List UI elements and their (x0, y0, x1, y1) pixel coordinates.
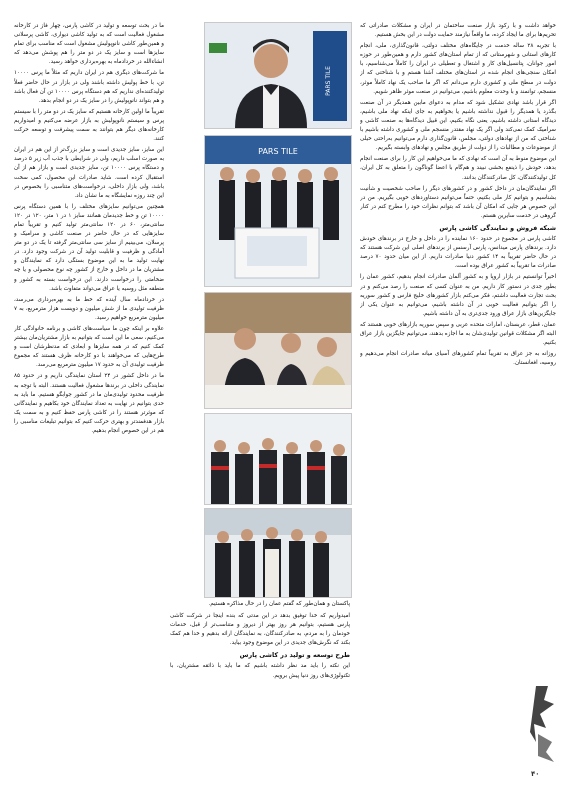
paragraph: ما در بحث توسعه و تولید در کاشی پارس، چهار فاز در کارخانه مشغول فعالیت است که به تولید کاشی دیواری، کاشی پرسلانی و همین‌طور کاشی نانوپولیش مشغول است که مناسب برای تمام سایزها است و سایز یک در دو متر را هم پوشش می‌دهد که انشاءالله در خردادماه به بهره‌برداری خواهد رسید. (14, 23, 164, 66)
photo-group-ceremony (204, 135, 352, 287)
paragraph: عمان، قطر، عربستان، امارات متحده عربی و سپس سوریه بازارهای خوبی هستند که البته اگر مشکلات قوانین تولیدی‌شان به ما اجازه بدهند، می‌توانیم جایگزین بازار عراق بکنیم. (360, 321, 556, 347)
paragraph: خواهد داشت و با رکود بازار صنعت ساختمان در ایران و مشکلات صادراتی که تحریم‌ها برای ما ایجاد کرده، ما واقعاً نیازمند حمایت دولت در این بخش هستیم. (360, 23, 556, 39)
paragraph: اگر نمایندگان‌مان در داخل کشور و در کشورهای دیگر را صاحب شخصیت و شأنیت بشناسیم و بتوانیم کار ملی بکنیم، حتماً می‌توانیم دستاوردهای خوبی بگیریم. من در این خصوص هر جایی که امکان آن باشد که بتوانم نظرات خود را مطرح کنم در کنار گروهی در خدمت سایرین هستم. (360, 185, 556, 219)
paragraph: تقریباً ما اولین کارخانه هستیم که سایز یک در دو متر را با سیستم پرس و سیستم نانوپولیش به بازار عرضه می‌کنیم و امیدواریم کارخانه‌های دیگر هم بتوانند به سمت پیشرفت و توسعه حرکت کنند. (14, 108, 164, 143)
article-column-right (360, 22, 556, 762)
paragraph: کاشی پارس در مجموع در حدود ۱۶۰ نماینده را در داخل و خارج در برندهای خودش دارد. برندهای پارس میدانس، پارس آرسنس از برندهای اصلی این شرکت هستند که در حال حاضر تقریباً به ۱۴ کشور دنیا صادرات داریم. از این میان حدود ۷۰ درصد صادرات ما تقریباً به کشور عراق بوده است. (360, 236, 556, 270)
page-number: ۴۰ (531, 770, 540, 778)
paragraph: ما در داخل کشور در ۲۴ استان نمایندگی داریم و در حدود ۸۵ نمایندگی داخلی در برندها مشغول فعالیت هستند. البته با توجه به ظرفیت محدود تولیدی‌مان ما در کشور جوابگو هستیم. ما باید به حدی بتوانیم در نهایت به تعداد نمایندگان خود بکاهیم و نمایندگانی که موثرتر هستند را در کاشی پارس حفظ کنیم و به سمت یک بازار هدفمندتر و بهتری حرکت کنیم که بتوانیم تبلیغات مناسبی را هم در این خصوص انجام بدهیم. (14, 373, 164, 435)
paragraph: علاوه بر اینکه چون ما سیاست‌های کاشی و برنامه خانوادگی کار می‌کنیم، سعی ما این است که بتوانیم به بازار مشتریان‌مان بیشتر کمک کنیم که در همه سایزها و ابعادی که مدنظرشان است و طرح‌هایی که می‌خواهند با دو کارخانه ظرف هستند که مجموع ظرفیت تولیدی آن به حدود ۱۷ میلیون مترمربع می‌رسد. (14, 326, 164, 369)
section-heading: طرح توسعه و تولید در کاشی پارس (239, 651, 350, 660)
photo-meeting (204, 292, 352, 409)
section-heading: شبکه فروش و نمایندگی کاشی پارس (439, 223, 556, 232)
banner-text: PARS TILE (258, 147, 298, 156)
paragraph: این نکته را باید مد نظر داشته باشیم که ما باید با ذائقه مشتریان، با تکنولوژی‌های روز دنیا پیش برویم. (170, 663, 350, 679)
photo-portrait-ceo (204, 22, 352, 129)
paragraph: این سایز، سایز جدیدی است و سایز بزرگ‌تر از این هم در ایران به صورت اسلب داریم، ولی در شرایطی با جذب آب زیر ۵ درصد و دستگاه پرس ۱۰۰۰۰ تن، سایز جدیدی است و بازار هم از آن استقبال کرده است. شاید صادرات این محصول، کمی سخت باشد، ولی بازار داخلی، درخواست‌های متناسبی را بخصوص در این چند روزه نمایشگاه به ما نشان داد. (14, 147, 164, 199)
logo-text: PARS TILE (325, 66, 332, 96)
paragraph: با تجربه ۲۸ ساله خدمت در جایگاه‌های مختلف دولتی، قانون‌گذاری، ملی، انجام کارهای استانی و شهرستانی که از تمام استان‌های کشور دارم و همین‌طور در حوزه امور جوانان، پتانسیل‌های کار و اشتغال و تعطیلی در ایران را کاملاً می‌شناسیم، با امکان سنجی‌های انجام شده در استان‌های مختلف آشنا هستم و با شناختی که از دولت در سطح ملی و کشوری دارم می‌دانم که اگر ما صاحب یک نهاد کاملاً موثر، منسجم، توانمند و با وحدت معلوم باشیم، می‌توانیم در صنعت موثر ظاهر شویم. (360, 43, 556, 95)
magazine-badge (528, 680, 558, 778)
article-column-middle-bottom (170, 612, 350, 772)
paragraph: این موضوع منوط به آن است که نهادی که ما می‌خواهیم این کار را برای صنعت انجام بدهد، خودش را ذینفع بخشی نبیند و هم‌گام با اعضا گوناگون را متعلق به کل ایران، کل تولیدکنندگان، کل صادرکنندگان بدانند. (360, 156, 556, 181)
column-continuation-text: پاکستان و همان‌طور که گفتم عمان را در حال مذاکره هستیم. (208, 601, 350, 607)
article-column-left (14, 22, 164, 762)
paragraph: ما شرکت‌های دیگری هم در ایران داریم که مثلاً ما پرس ۱۰۰۰۰ تن، با خط پولیش داشته باشند ولی در بازار در حال حاضر فعلاً تولیدکننده‌ای نداریم که هم دستگاه پرس ۱۰۰۰۰ تن آن فعال باشد و هم بتواند نانوپولیش را در سایز یک در دو انجام بدهد. (14, 70, 164, 104)
paragraph: همچنین می‌توانیم سایزهای مختلف را با همین دستگاه پرس ۱۰۰۰۰ تن و خط جدیدمان همانند سایز ۱ در ۱ متر، ۱۲۰ در ۱۲۰ سانتی‌متر، ۶۰ در ۱۲۰ سانتی‌متر تولید کنیم و تقریباً تمام سایزهایی که در حال حاضر در صنعت کاشی و سرامیک و پرسلان، می‌بینیم از سایز سی سانتی‌متر گرفته تا یک در دو متر آمادگی و ظرفیت و قابلیت تولید آن در شرکت وجود دارد. در نهایت تولید ما به این موضوع بستگی دارد که نمایندگان و مشتریان ما در داخل و خارج از کشور چه نوع محصولی و یا چه ضخامتی را درخواست دارند. این درخواست بسته به کشور و منطقه مثل روسیه یا عراق می‌تواند متفاوت باشد. (14, 203, 164, 292)
paragraph: روزانه به جز عراق به تقریباً تمام کشورهای آسیای میانه صادرات انجام می‌دهیم و روسیه، افغانستان. (360, 351, 556, 367)
paragraph: اخیراً توانستیم در بازار اروپا و به کشور آلمان صادرات انجام بدهیم، کشور عمان را بطور جدی در دستور کار داریم. من به عنوان کسی که صنعت را رصد می‌کنم و در بحث تجارت فعالیت داشتم، فکر می‌کنم بازار کشورهای خلیج فارس و کشور سوریه را اگر بتوانیم فعالیت خوبی در آن داشته باشیم، می‌توانیم به عنوان یکی از جایگزین‌های بازار عراق ورود جدی‌تری به آن داشته باشیم. (360, 274, 556, 317)
paragraph: اگر قرار باشد نهادی تشکیل شود که مدام به دعوای مابین همدیگر در آن صنعت بگذرد یا همدیگر را قبول نداشته باشیم یا بخواهیم به جای اینکه نهاد ملی باشیم، دیدگاه استانی داشته باشیم، یعنی نگاه بکنیم، این قبیل دیدگاه‌ها به صنعت کاشی و سرامیک کمک نمی‌کند ولی اگر یک نهاد مقتدر منسجم ملی و کشوری داشته باشیم با شناختی که من از نهادهای دولتی، مجلس، قانون‌گذاری دارم می‌توانیم به‌راحتی خیلی از موضوعات و مطالبات را از دولت از طریق مجلس و نهادهای وابسته بگیریم. (360, 99, 556, 152)
paragraph: امیدواریم که خدا توفیق بدهد در این مدتی که بنده اینجا در شرکت کاشی پارس هستیم، بتوانیم هر روز بهتر از دیروز و متناسب‌تر از قبل، خدمات خودمان را به مردم، به صادرکنندگان، به نمایندگان ارائه بدهیم و خدا هم کمک بکند که نگرش‌های جدیدی در این موضوع وجود بیاید. (170, 613, 350, 647)
photo-group-walking (204, 508, 352, 598)
paragraph: در خردادماه سال آینده که خط ما به بهره‌برداری می‌رسد، ظرفیت تولیدی ما از شش میلیون و دویست هزار مترمربع، به ۷ میلیون مترمربع خواهیم رسید. (14, 296, 164, 321)
photo-crowd-seated (204, 413, 352, 505)
